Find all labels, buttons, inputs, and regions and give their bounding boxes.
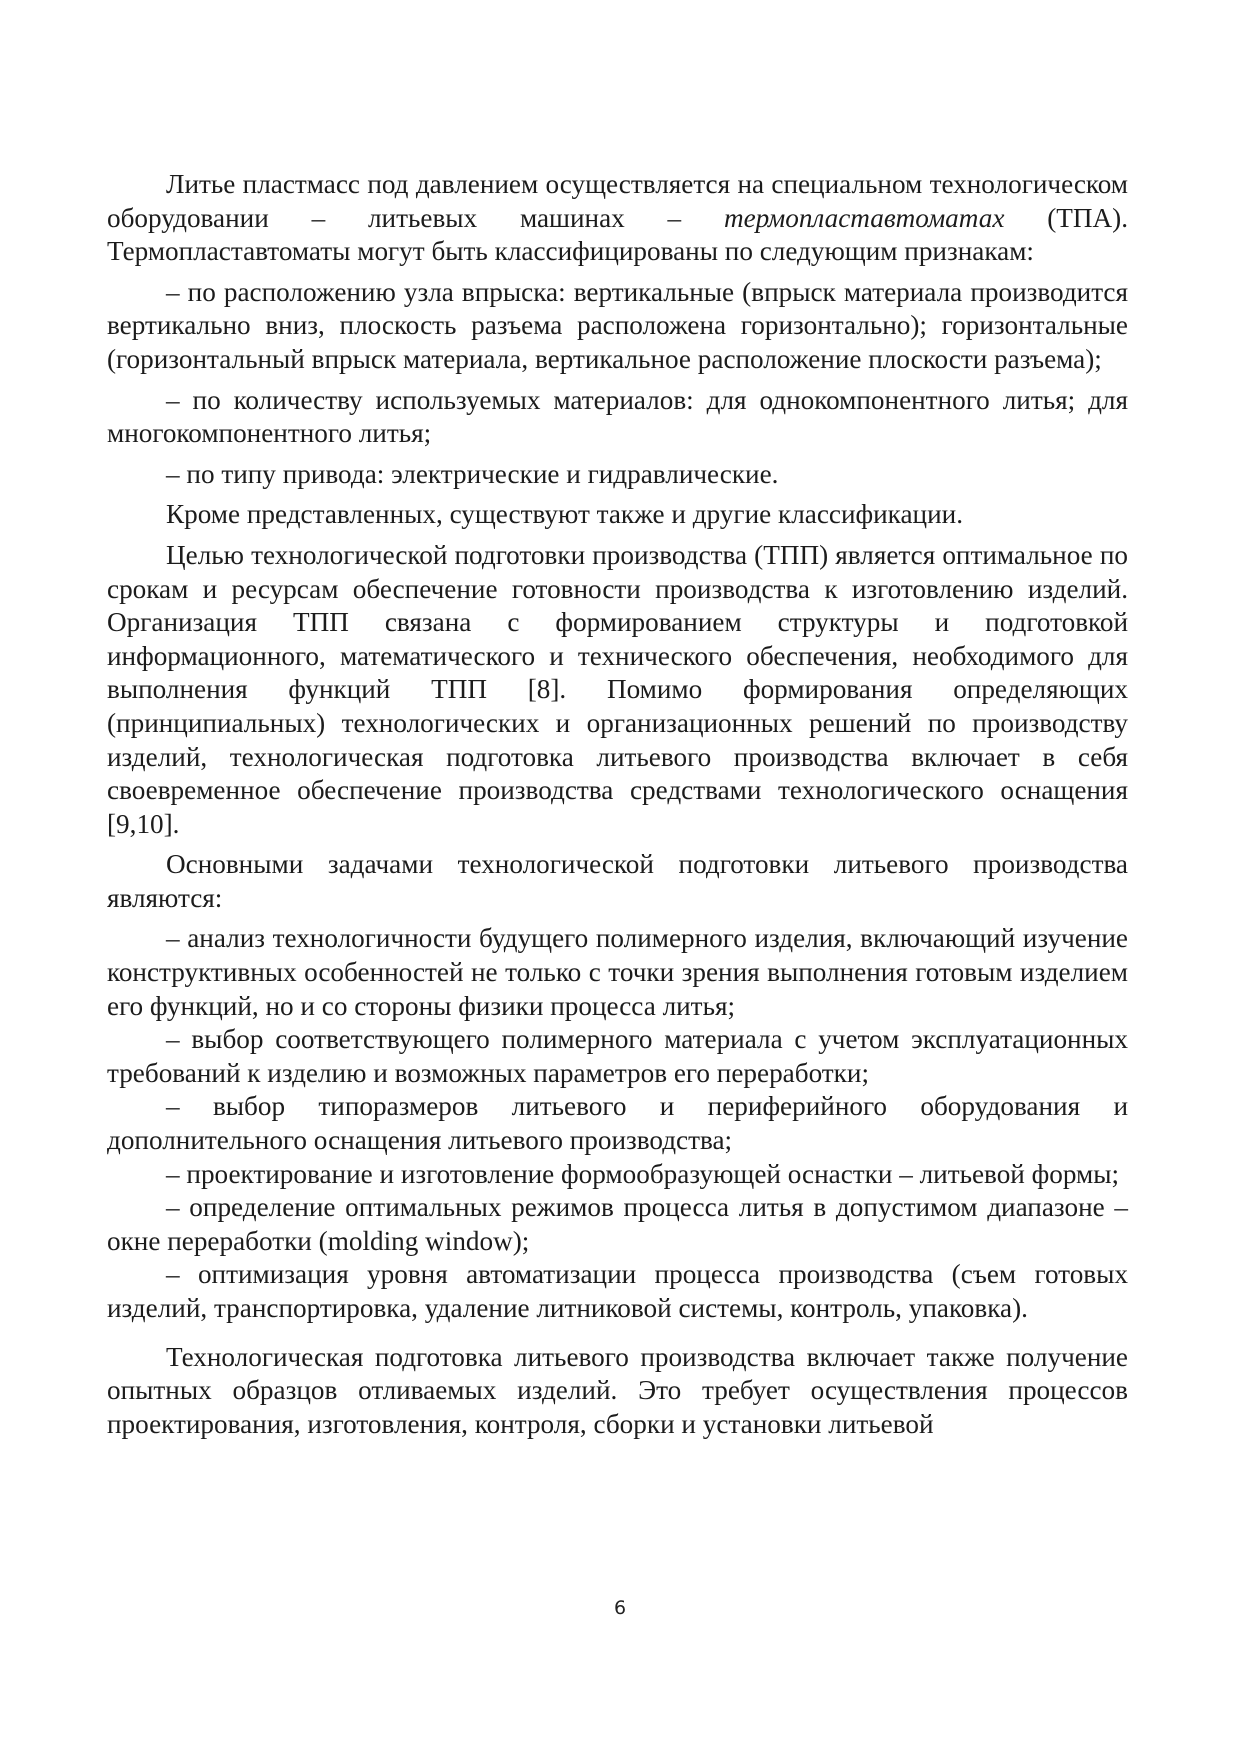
list-item-materials: – по количеству используемых материалов: для однокомпонентного литья; для многокомпонентного литья;	[107, 384, 1128, 449]
paragraph-other-classifications: Кроме представленных, существуют также и другие классификации.	[166, 499, 963, 530]
list-item-process-modes: – определение оптимальных режимов процесса литья в допустимом диапазоне – окне переработки (molding window);	[107, 1192, 1128, 1256]
body-text	[107, 168, 1128, 1441]
paragraph-main-tasks: Основными задачами технологической подготовки литьевого производства являются:	[107, 849, 1128, 913]
list-item-injection-unit: – по расположению узла впрыска: вертикальные (впрыск материала производится вертикально вниз, плоскость разъема расположена горизонтально); горизонтальные (горизонтальный впрыск материала, вертикальное расположение плоскости разъема);	[107, 276, 1128, 374]
list-item-automation: – оптимизация уровня автоматизации процесса производства (съем готовых изделий, транспортировка, удаление литниковой системы, контроль, упаковка).	[107, 1259, 1128, 1323]
intro-text-continued: (ТПА). Термопластавтоматы могут быть классифицированы по следующим признакам:	[107, 202, 1128, 267]
page-number: 6	[613, 1597, 627, 1619]
list-item-manufacturability: – анализ технологичности будущего полимерного изделия, включающий изучение конструктивных особенностей не только с точки зрения выполнения готовым изделием его функций, но и со стороны физики процесса литья;	[107, 923, 1128, 1021]
paragraph-prototypes: Технологическая подготовка литьевого производства включает также получение опытных образцов отливаемых изделий. Это требует осуществления процессов проектирования, изготовления, контроля, сборки и установки литьевой	[107, 1341, 1128, 1439]
paragraph-tpa-intro	[107, 168, 1128, 269]
list-item-material-choice: – выбор соответствующего полимерного материала с учетом эксплуатационных требований к изделию и возможных параметров его переработки;	[107, 1024, 1128, 1088]
paragraph-tpp-goal: Целью технологической подготовки производства (ТПП) является оптимальное по срокам и ресурсам обеспечение готовности производства к изготовлению изделий. Организация ТПП связана с формированием структуры и подготовкой информационного, математического и технического обеспечения, необходимого для выполнения функций ТПП [8]. Помимо формирования определяющих (принципиальных) технологических и организационных решений по производству изделий, технологическая подготовка литьевого производства включает в себя своевременное обеспечение производства средствами технологического оснащения [9,10].	[107, 539, 1128, 839]
list-item-drive: – по типу привода: электрические и гидравлические.	[166, 458, 779, 489]
intro-text: Литье пластмасс под давлением осуществляется на специальном технологическом оборудовании – литьевых машинах –	[107, 169, 1128, 233]
emphasized-term: термопластавтоматах	[723, 202, 1005, 233]
list-item-equipment-choice: – выбор типоразмеров литьевого и периферийного оборудования и дополнительного оснащения литьевого производства;	[107, 1091, 1128, 1156]
list-item-mold-design: – проектирование и изготовление формообразующей оснастки – литьевой формы;	[166, 1158, 1120, 1189]
